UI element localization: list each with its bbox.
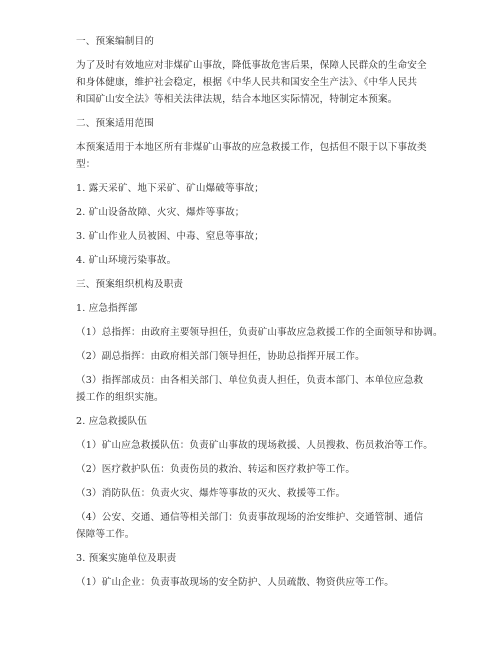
subheading: 1. 应急指挥部	[76, 303, 138, 314]
list-item: 1. 露天采矿、地下采矿、矿山爆破等事故；	[76, 183, 265, 194]
paragraph-line: 和国矿山安全法》等相关法律法规，结合本地区实际情况，特制定本预案。	[76, 94, 398, 105]
list-item: （2）副总指挥：由政府相关部门领导担任，协助总指挥开展工作。	[76, 351, 365, 362]
paragraph-line: 型：	[76, 159, 96, 170]
subheading: 3. 预案实施单位及职责	[76, 553, 177, 564]
list-item: （4）公安、交通、通信等相关部门：负责事故现场的治安维护、交通管制、通信	[76, 512, 424, 523]
paragraph-line: 为了及时有效地应对非煤矿山事故，降低事故危害后果，保障人民群众的生命安全	[76, 60, 427, 71]
paragraph-line: 和身体健康，维护社会稳定，根据《中华人民共和国安全生产法》、《中华人民共	[76, 77, 418, 88]
list-item: （1）矿山应急救援队伍：负责矿山事故的现场救援、人员搜救、伤员救治等工作。	[76, 440, 434, 451]
heading-section-3: 三、预案组织机构及职责	[76, 279, 184, 290]
list-item-continuation: 保障等工作。	[76, 529, 135, 540]
list-item: （1）总指挥：由政府主要领导担任，负责矿山事故应急救援工作的全面领导和协调。	[76, 327, 443, 338]
list-item: 3. 矿山作业人员被困、中毒、窒息等事故；	[76, 231, 265, 242]
list-item: （1）矿山企业：负责事故现场的安全防护、人员疏散、物资供应等工作。	[76, 577, 395, 588]
heading-section-1: 一、预案编制目的	[76, 36, 154, 47]
list-item: （3）消防队伍：负责火灾、爆炸等事故的灭火、救援等工作。	[76, 488, 346, 499]
list-item: （2）医疗救护队伍：负责伤员的救治、转运和医疗救护等工作。	[76, 464, 356, 475]
paragraph-line: 本预案适用于本地区所有非煤矿山事故的应急救援工作，包括但不限于以下事故类	[76, 142, 427, 153]
list-item: （3）指挥部成员：由各相关部门、单位负责人担任，负责本部门、本单位应急救	[76, 375, 424, 386]
subheading: 2. 应急救援队伍	[76, 416, 148, 427]
heading-section-2: 二、预案适用范围	[76, 118, 154, 129]
list-item: 2. 矿山设备故障、火灾、爆炸等事故；	[76, 207, 245, 218]
list-item: 4. 矿山环境污染事故。	[76, 255, 177, 266]
list-item-continuation: 援工作的组织实施。	[76, 392, 164, 403]
